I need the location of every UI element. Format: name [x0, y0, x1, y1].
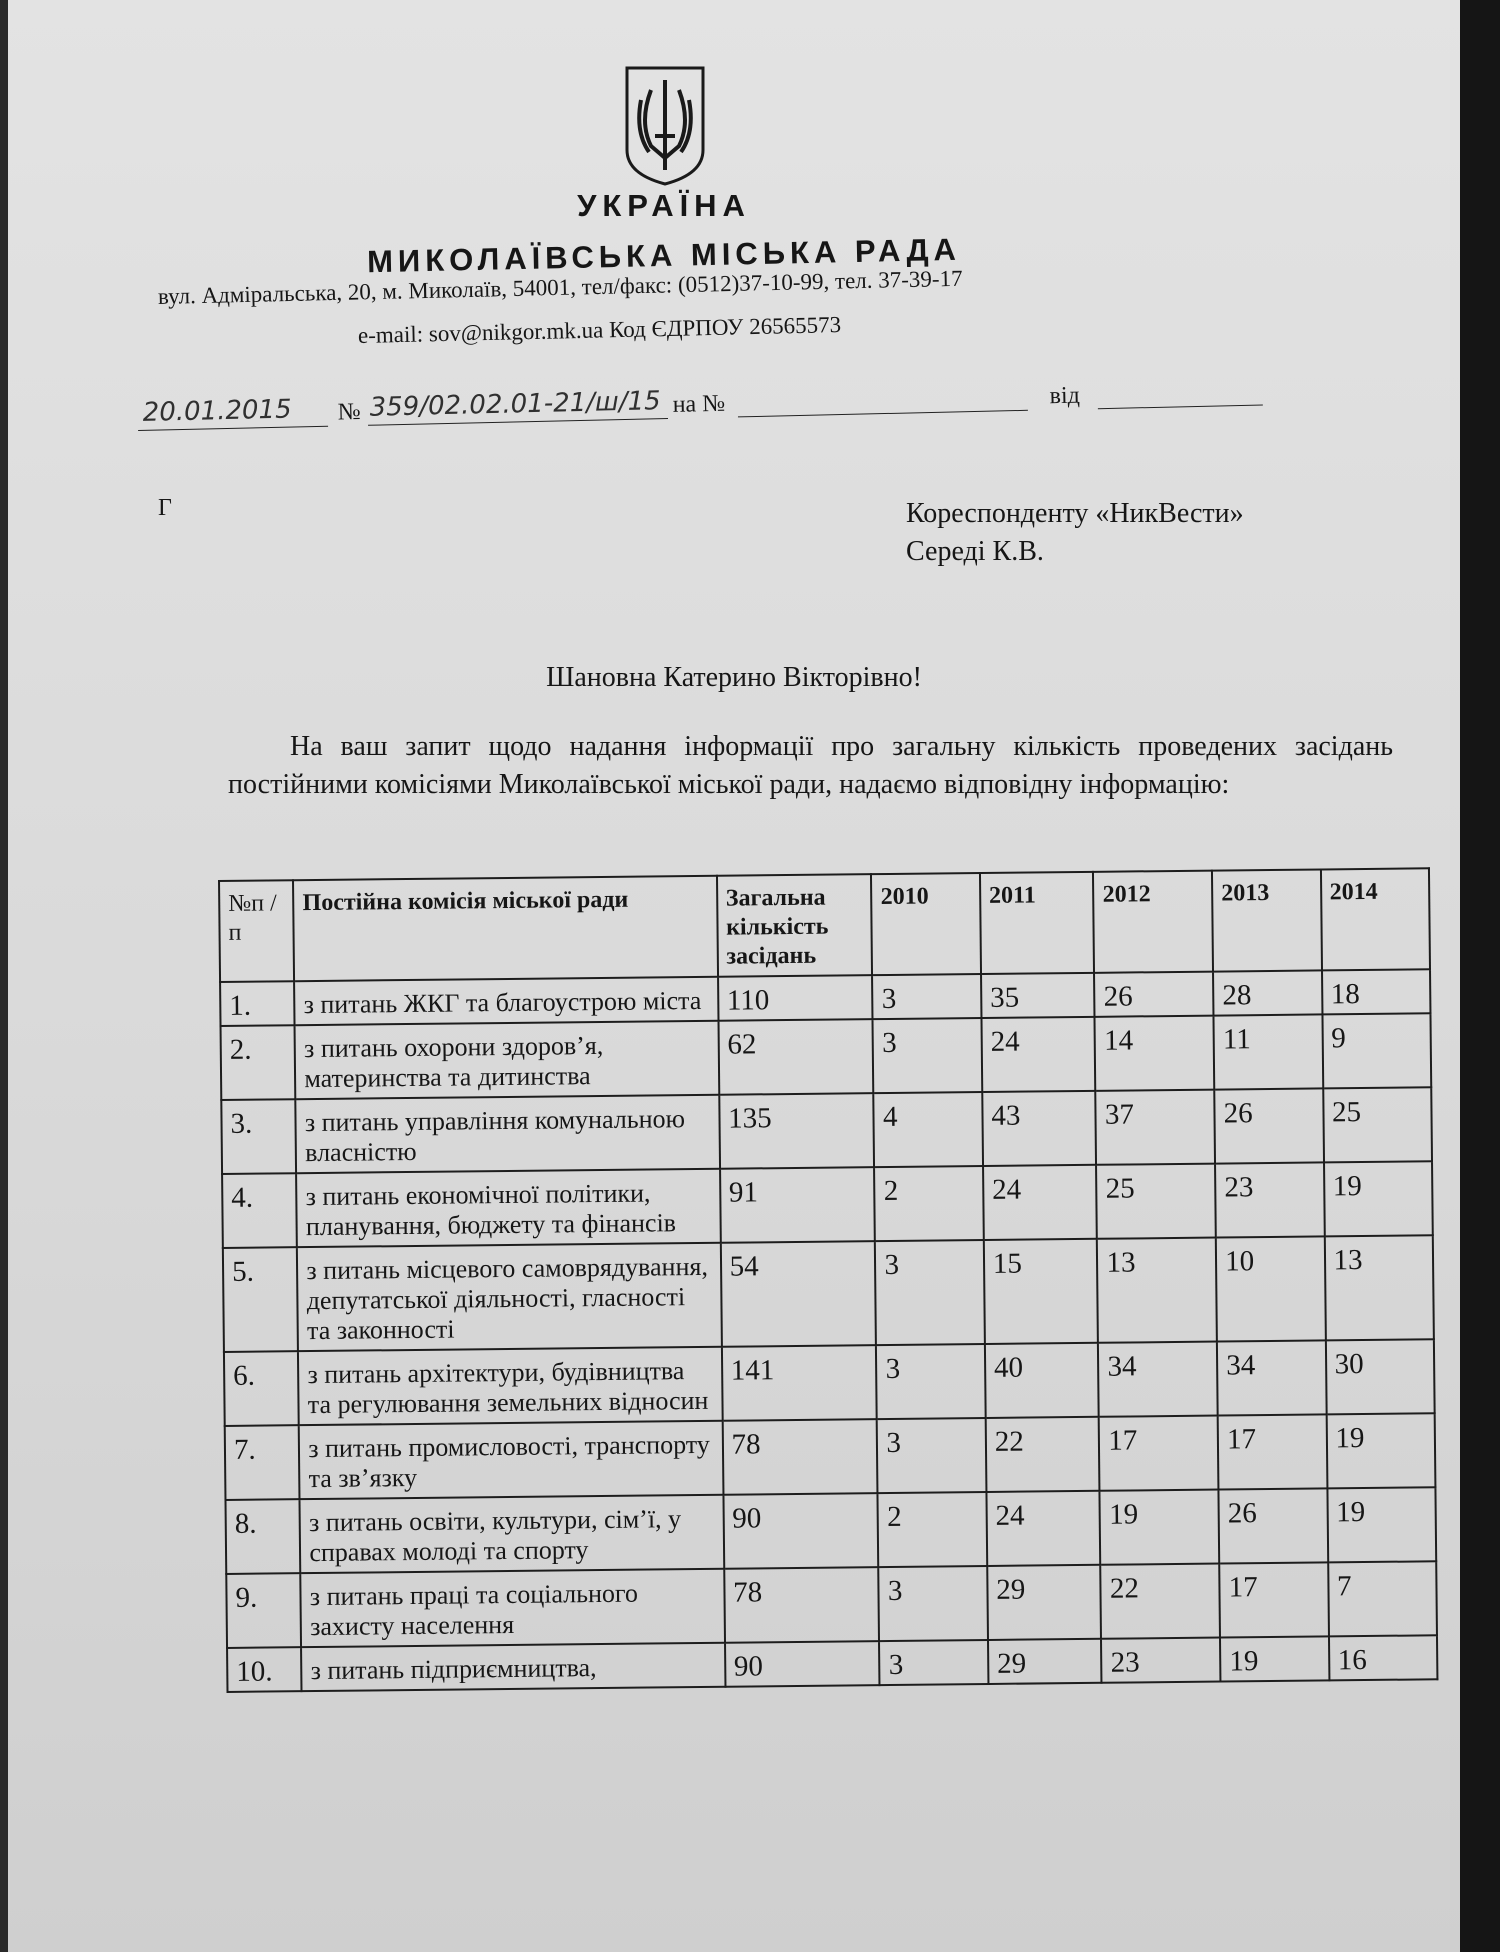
row-number: 1. — [220, 981, 295, 1026]
col-header-commission: Постійна комісія міської ради — [293, 876, 717, 981]
count-2014: 13 — [1324, 1235, 1434, 1340]
to-number-label: на № — [672, 390, 726, 418]
commission-name: з питань підприємництва, — [301, 1643, 725, 1691]
count-2012: 22 — [1101, 1564, 1220, 1639]
col-header-2013: 2013 — [1212, 869, 1321, 971]
count-2012: 34 — [1098, 1342, 1217, 1417]
count-2014: 7 — [1328, 1561, 1437, 1636]
row-number: 9. — [226, 1573, 301, 1648]
table-row — [221, 1013, 1432, 1100]
count-2014: 16 — [1329, 1635, 1438, 1680]
total-meetings: 62 — [718, 1019, 874, 1095]
count-2014: 25 — [1323, 1087, 1432, 1162]
recipient-block — [906, 495, 1244, 571]
col-header-total: Загальна кількість засідань — [717, 874, 873, 977]
count-2011: 15 — [984, 1239, 1099, 1344]
count-2013: 28 — [1213, 970, 1322, 1015]
address-line: вул. Адміральська, 20, м. Миколаїв, 54001, тел/факс: (0512)37-10-99, тел. 37-39-17 — [157, 265, 963, 309]
from-label: від — [1049, 382, 1081, 410]
count-2011: 43 — [982, 1091, 1096, 1166]
count-2012: 14 — [1095, 1016, 1214, 1091]
count-2012: 19 — [1100, 1490, 1219, 1565]
total-meetings: 135 — [719, 1093, 875, 1169]
greeting: Шановна Катерино Вікторівно! — [546, 662, 922, 693]
row-number: 6. — [224, 1351, 299, 1426]
count-2012: 17 — [1099, 1416, 1218, 1491]
total-meetings: 78 — [722, 1419, 878, 1495]
commission-name: з питань архітектури, будівництва та регулювання земельних відносин — [298, 1347, 722, 1425]
count-2012: 37 — [1096, 1090, 1215, 1165]
intro-paragraph: На ваш запит щодо надання інформації про загальну кількість проведених засідань постійними комісіями Миколаївської міської ради, надаємо відповідну інформацію: — [228, 731, 1393, 800]
count-2012: 13 — [1097, 1238, 1217, 1343]
table-row — [221, 1087, 1432, 1174]
count-2013: 34 — [1217, 1340, 1326, 1415]
total-meetings: 91 — [720, 1167, 876, 1243]
col-header-number: №п /п — [219, 880, 294, 982]
count-2013: 17 — [1219, 1562, 1328, 1637]
commission-name: з питань охорони здоров’я, материнства та дитинства — [295, 1021, 719, 1099]
table-header-row — [219, 868, 1430, 982]
count-2011: 24 — [986, 1491, 1100, 1566]
table-row — [224, 1339, 1435, 1426]
row-number: 7. — [225, 1425, 300, 1500]
corner-mark: Г — [158, 495, 172, 521]
count-2010: 3 — [875, 1240, 984, 1345]
number-prefix: № — [337, 398, 361, 426]
total-meetings: 54 — [720, 1241, 876, 1347]
count-2010: 3 — [879, 1640, 988, 1685]
table-row — [225, 1487, 1436, 1574]
col-header-2012: 2012 — [1093, 871, 1213, 973]
col-header-2014: 2014 — [1320, 868, 1430, 970]
row-number: 2. — [221, 1025, 296, 1100]
col-header-2011: 2011 — [980, 872, 1095, 974]
row-number: 10. — [227, 1647, 302, 1692]
commission-name: з питань освіти, культури, сім’ї, у справах молоді та спорту — [300, 1495, 724, 1573]
commission-name: з питань економічної політики, планування, бюджету та фінансів — [296, 1169, 720, 1247]
count-2010: 2 — [875, 1166, 984, 1241]
email-line: e-mail: sov@nikgor.mk.ua Код ЄДРПОУ 26565573 — [357, 312, 842, 348]
count-2014: 19 — [1326, 1413, 1435, 1488]
council-title: МИКОЛАЇВСЬКА МІСЬКА РАДА — [366, 231, 962, 280]
registration-date: 20.01.2015 — [142, 394, 292, 428]
count-2010: 3 — [873, 974, 982, 1019]
count-2011: 29 — [988, 1639, 1102, 1684]
count-2011: 24 — [981, 1017, 1095, 1092]
count-2014: 18 — [1322, 969, 1431, 1014]
count-2013: 11 — [1214, 1014, 1323, 1089]
count-2011: 35 — [981, 973, 1095, 1018]
count-2014: 30 — [1325, 1339, 1434, 1414]
table-body — [220, 969, 1437, 1692]
count-2013: 19 — [1220, 1636, 1329, 1681]
count-2012: 26 — [1094, 972, 1213, 1017]
count-2013: 17 — [1218, 1414, 1327, 1489]
count-2014: 19 — [1327, 1487, 1436, 1562]
total-meetings: 141 — [722, 1345, 878, 1421]
commission-name: з питань місцевого самоврядування, депутатської діяльності, гласності та законності — [297, 1243, 721, 1351]
count-2013: 23 — [1215, 1162, 1324, 1237]
total-meetings: 90 — [723, 1493, 879, 1569]
count-2011: 22 — [986, 1417, 1100, 1492]
count-2010: 4 — [874, 1092, 983, 1167]
scan-edge — [1460, 0, 1500, 1952]
commission-name: з питань праці та соціального захисту населення — [301, 1569, 725, 1647]
count-2014: 9 — [1322, 1013, 1431, 1088]
table-row — [222, 1161, 1433, 1248]
count-2012: 23 — [1101, 1638, 1220, 1683]
total-meetings: 90 — [725, 1641, 880, 1687]
row-number: 3. — [221, 1099, 296, 1174]
count-2010: 3 — [876, 1344, 985, 1419]
commission-name: з питань промисловості, транспорту та зв’язку — [299, 1421, 723, 1499]
row-number: 4. — [222, 1173, 297, 1248]
letter-page — [8, 0, 1460, 1952]
total-meetings: 110 — [718, 975, 873, 1021]
count-2014: 19 — [1324, 1161, 1433, 1236]
row-number: 5. — [223, 1247, 298, 1352]
registration-number: 359/02.02.01-21/ш/15 — [369, 386, 661, 423]
count-2010: 3 — [879, 1566, 988, 1641]
count-2011: 29 — [987, 1565, 1101, 1640]
trident-coat-of-arms-icon — [621, 62, 709, 188]
count-2010: 3 — [873, 1018, 982, 1093]
registration-line — [137, 374, 1288, 450]
count-2010: 2 — [878, 1492, 987, 1567]
commission-name: з питань управління комунальною власністю — [296, 1095, 720, 1173]
recipient-line-1: Кореспонденту «НикВести» — [906, 498, 1244, 529]
table-row — [226, 1561, 1437, 1648]
count-2011: 40 — [985, 1343, 1099, 1418]
count-2013: 26 — [1214, 1088, 1323, 1163]
col-header-2010: 2010 — [871, 873, 980, 975]
table-row — [225, 1413, 1436, 1500]
count-2010: 3 — [877, 1418, 986, 1493]
recipient-line-2: Середі К.В. — [906, 536, 1044, 567]
count-2011: 24 — [983, 1165, 1097, 1240]
total-meetings: 78 — [724, 1567, 880, 1643]
count-2013: 26 — [1219, 1488, 1328, 1563]
row-number: 8. — [225, 1499, 300, 1574]
count-2012: 25 — [1096, 1164, 1215, 1239]
count-2013: 10 — [1216, 1236, 1325, 1341]
commission-table — [218, 867, 1438, 1693]
table-row — [223, 1235, 1434, 1352]
country-title: УКРАЇНА — [577, 188, 751, 223]
commission-name: з питань ЖКГ та благоустрою міста — [294, 977, 718, 1025]
